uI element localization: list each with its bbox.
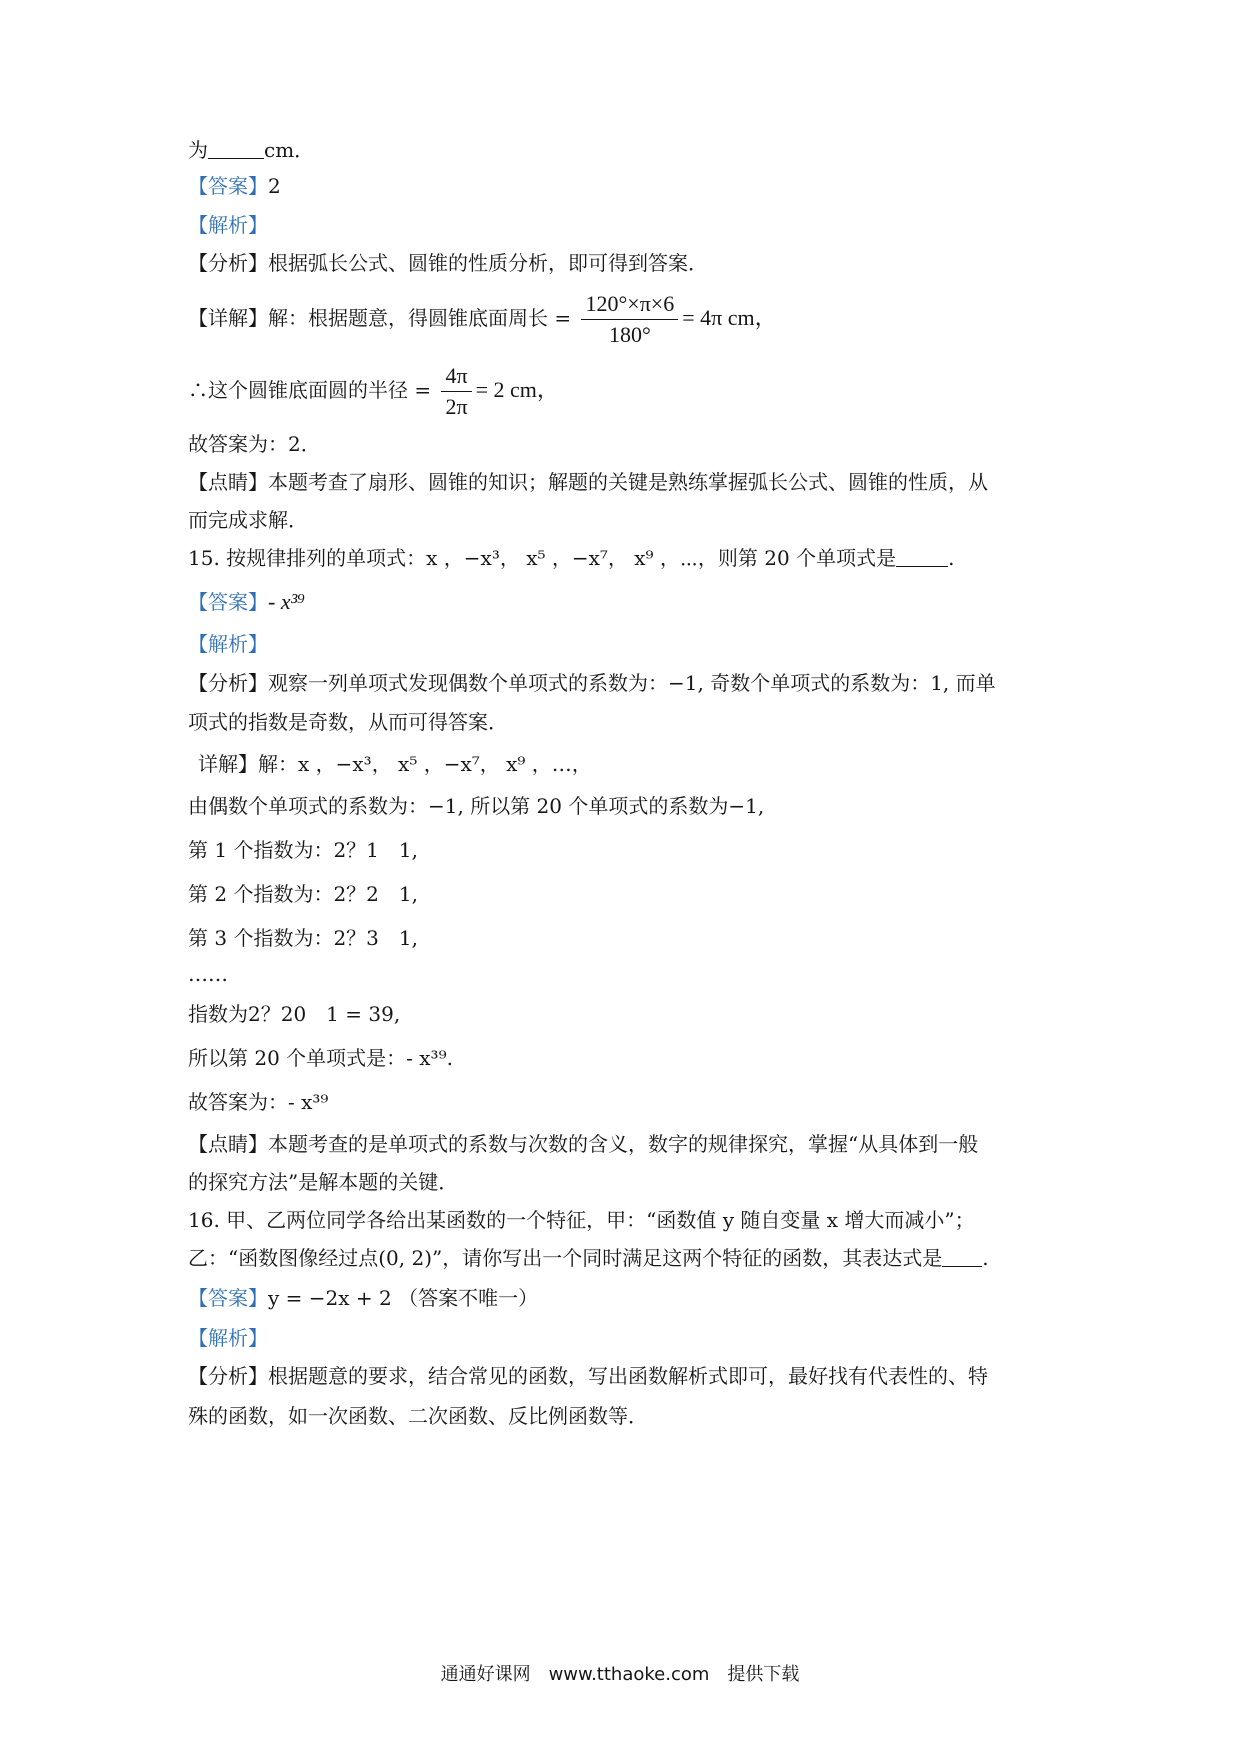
section-tag: 详解】 (198, 752, 258, 776)
answer-tag: 【答案】 (188, 590, 268, 614)
text-line: 的探究方法”是解本题的关键． (188, 1170, 459, 1194)
section-tag: 【点睛】 (188, 470, 268, 494)
section-tag: 【分析】 (188, 251, 268, 275)
analysis-header (188, 211, 268, 239)
text-line: 所以第 20 个单项式是：- x³⁹. (188, 1046, 453, 1070)
text-line: 乙：“函数图像经过点(0, 2)”，请你写出一个同时满足这两个特征的函数，其表达式是 . (188, 1246, 989, 1270)
section-tag: 【分析】 (188, 671, 268, 695)
analysis-tag: 【解析】 (188, 632, 268, 656)
fraction-denominator: 180° (608, 322, 651, 347)
text-line: 第 3 个指数为：2？3 1, (188, 926, 418, 950)
text-line: 【分析】根据弧长公式、圆锥的性质分析，即可得到答案． (188, 251, 708, 275)
text-line: 项式的指数是奇数，从而可得答案． (188, 710, 508, 734)
answer-line: 【答案】2 (188, 174, 281, 198)
text-line: 殊的函数，如一次函数、二次函数、反比例函数等． (188, 1404, 648, 1428)
text-line: 第 1 个指数为：2？1 1, (188, 838, 418, 862)
answer-tag: 【答案】 (188, 1286, 268, 1310)
text-line: …… (188, 962, 228, 986)
text-line: 由偶数个单项式的系数为：−1, 所以第 20 个单项式的系数为−1, (188, 794, 765, 818)
text-line: 故答案为：2． (188, 432, 321, 456)
section-tag: 【点睛】 (188, 1132, 268, 1156)
answer-line: 【答案】y = −2x + 2 （答案不唯一） (188, 1286, 539, 1310)
answer-blank (896, 546, 948, 567)
section-tag: 【分析】 (188, 1364, 268, 1388)
text-line: 指数为2？20 1 = 39, (188, 1002, 401, 1026)
fraction-numerator: 120°×π×6 (581, 289, 678, 320)
answer-line: 【答案】- x³⁹ (188, 589, 305, 614)
answer-tag: 【答案】 (188, 174, 268, 198)
text-line: 详解】解：x ，−x³， x⁵ ，−x⁷， x⁹ ，…， (198, 752, 592, 776)
text-line: 故答案为：- x³⁹ (188, 1090, 329, 1114)
fraction-denominator: 2π (445, 394, 468, 419)
text-line: 为 cm． (188, 138, 315, 162)
text-line: 【点睛】本题考查的是单项式的系数与次数的含义，数字的规律探究，掌握“从具体到一般 (188, 1132, 979, 1156)
fraction (441, 361, 471, 422)
fraction (581, 289, 678, 350)
analysis-header (188, 1324, 268, 1352)
answer-blank (208, 138, 264, 159)
text-line: 而完成求解． (188, 508, 308, 532)
text-line: 【点睛】本题考查了扇形、圆锥的知识；解题的关键是熟练掌握弧长公式、圆锥的性质，从 (188, 470, 988, 494)
question-15: 15. 按规律排列的单项式：x ，−x³， x⁵ ，−x⁷， x⁹ ，⋯，则第 20 个单项式是 . (188, 546, 955, 570)
section-tag: 【详解】 (188, 306, 268, 330)
text-line: 【分析】观察一列单项式发现偶数个单项式的系数为：−1, 奇数个单项式的系数为：1, 而单 (188, 671, 996, 695)
text-line: 第 2 个指数为：2？2 1, (188, 882, 418, 906)
analysis-tag: 【解析】 (188, 213, 268, 237)
fraction-numerator: 4π (441, 361, 471, 392)
formula-line: ∴这个圆锥底面圆的半径 = $\frac{4\pi}{2\pi}$ = 2 cm， (188, 360, 559, 422)
text-line: 【分析】根据题意的要求，结合常见的函数，写出函数解析式即可，最好找有代表性的、特 (188, 1364, 988, 1388)
question-16: 16. 甲、乙两位同学各给出某函数的一个特征，甲：“函数值 y 随自变量 x 增大而减小”； (188, 1208, 975, 1232)
page-footer: 通通好课网 www.tthaoke.com 提供下载 (440, 1664, 800, 1685)
formula-line: 【详解】解：根据题意，得圆锥底面周长 = $\frac{120^\circ\times\pi\times 6}{180^\circ}$ = 4π cm， (188, 288, 777, 350)
analysis-header (188, 630, 268, 658)
analysis-tag: 【解析】 (188, 1326, 268, 1350)
answer-blank (942, 1246, 982, 1267)
